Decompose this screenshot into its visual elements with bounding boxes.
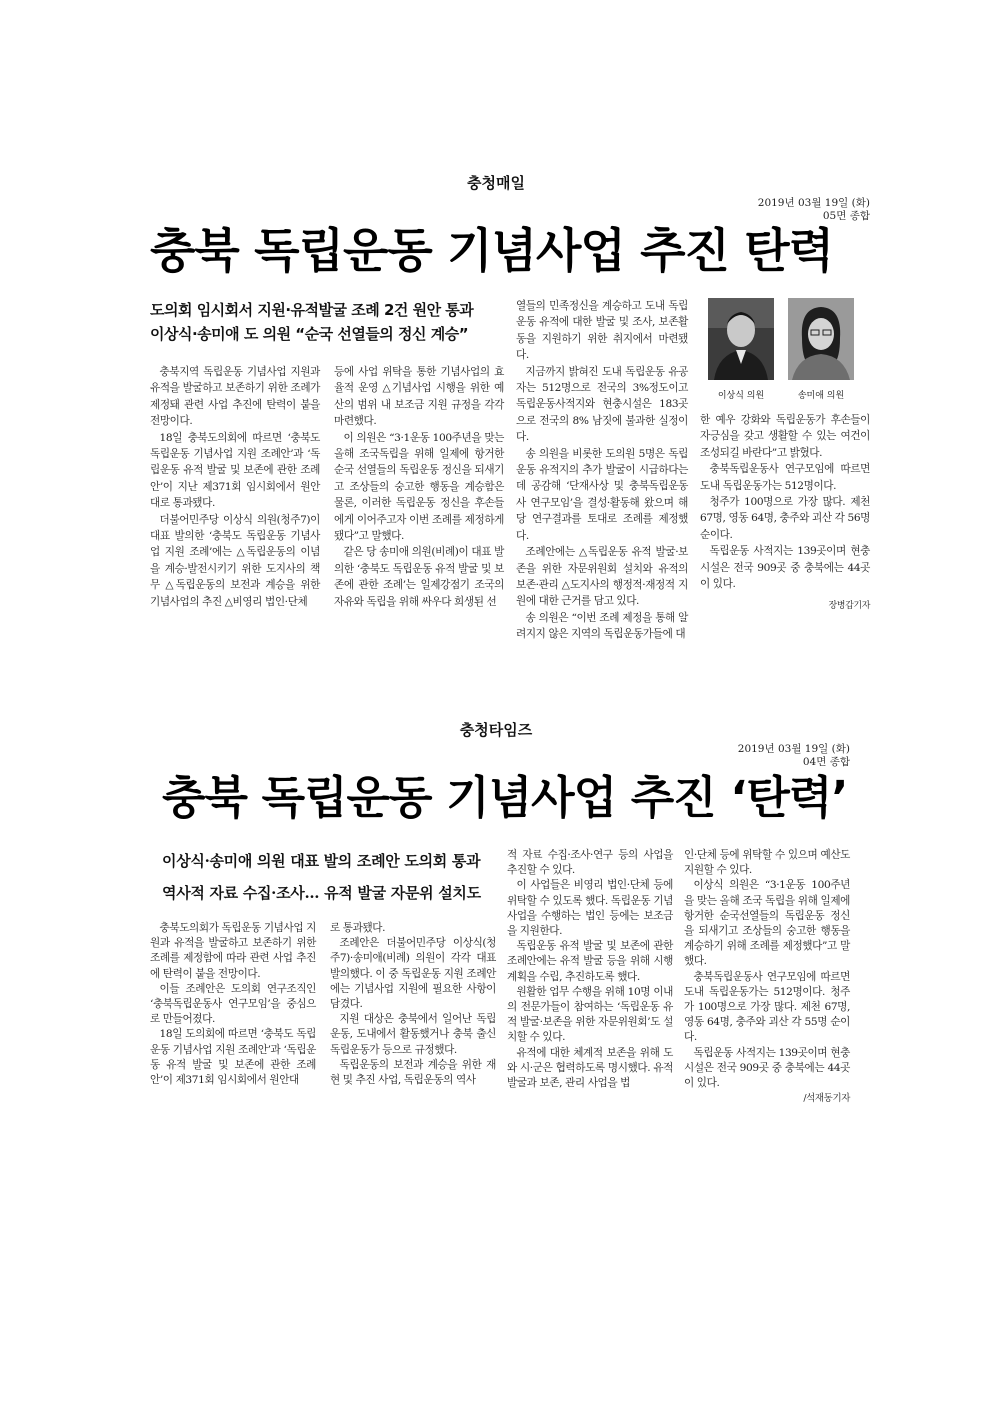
subheadline-1: 도의회 임시회서 지원·유적발굴 조례 2건 원안 통과 (150, 301, 474, 319)
body-column-1 (150, 364, 320, 610)
paragraph: 충북도의회가 독립운동 기념사업 지원과 유적을 발굴하고 보존하기 위한 조례를 제정함에 따라 관련 사업 추진에 탄력이 붙을 전망이다. (150, 922, 316, 980)
paragraph: 유적에 대한 체계적 보존을 위해 도와 시·군은 협력하도록 명시했다. 유적 발굴과 보존, 관리 사업을 법 (507, 1046, 673, 1090)
subheadline-2: 이상식·송미애 도 의원 “순국 선열들의 정신 계승” (150, 325, 469, 343)
paragraph: 18일 도의회에 따르면 ‘충북도 독립운동 기념사업 지원 조례안’과 ‘독립운동 유적 발굴 및 보존에 관한 조례안’이 제371회 임시회에서 원안대 (150, 1028, 316, 1087)
paragraph: 충북지역 독립운동 기념사업 지원과 유적을 발굴하고 보존하기 위한 조례가 제정돼 관련 사업 추진에 탄력이 붙을 전망이다. (150, 366, 320, 428)
subheadline-2: 역사적 자료 수집·조사… 유적 발굴 자문위 설치도 (162, 884, 481, 902)
body-column-4 (700, 412, 870, 615)
paragraph: 적 자료 수집·조사·연구 등의 사업을 추진할 수 있다. (507, 849, 673, 877)
paragraph: 18일 충북도의회에 따르면 ‘충북도 독립운동 기념사업 지원 조례안’과 ‘독립운동 유적 발굴 및 보존에 관한 조례안’이 지난 제371회 임시회에서 원안대로 통과됐다. (150, 431, 320, 510)
paragraph: 독립운동 사적지는 139곳이며 현충시설은 전국 909곳 중 충북에는 44곳이 있다. (700, 545, 870, 591)
paragraph: 송 의원은 “이번 조례 제정을 통해 알려지지 않은 지역의 독립운동가들에 대 (516, 611, 688, 641)
page-section: 04면 종합 (802, 756, 850, 768)
paragraph: 열들의 민족정신을 계승하고 도내 독립운동 유적에 대한 발굴 및 조사, 보존활동을 지원하기 위한 취지에서 마련됐다. (516, 300, 688, 362)
publish-date: 2019년 03월 19일 (화) (757, 197, 870, 209)
paragraph: 이 사업들은 비영리 법인·단체 등에 위탁할 수 있도록 했다. 독립운동 기념사업을 수행하는 법인 등에는 보조금을 지원한다. (507, 879, 673, 938)
body-column-3 (516, 298, 688, 643)
dateline (680, 743, 850, 769)
body-column-4 (684, 848, 850, 1106)
photo-caption-lee: 이상식 의원 (717, 391, 765, 401)
portrait-photo-lee (708, 298, 774, 380)
paragraph: 로 통과됐다. (330, 922, 386, 934)
paragraph: 이들 조례안은 도의회 연구조직인 ‘충북독립운동사 연구모임’을 중심으로 만들어졌다. (150, 982, 316, 1026)
paragraph: 독립운동 사적지는 139곳이며 현충 시설은 전국 909곳 중 충북에는 44곳이 있다. (684, 1046, 850, 1090)
paragraph: 조례안에는 △독립운동 유적 발굴·보존을 위한 자문위원회 설치와 유적의 보존·관리 △도지사의 행정적·재정적 지원에 대한 근거를 담고 있다. (516, 546, 688, 608)
body-column-3 (507, 848, 673, 1091)
paragraph: 독립운동 유적 발굴 및 보존에 관한 조례안에는 유적 발굴 등을 위해 시행계획을 수립, 추진하도록 했다. (507, 940, 673, 983)
reporter-byline: 장병갑기자 (828, 601, 870, 612)
reporter-byline: /석재동기자 (803, 1093, 850, 1105)
photo-caption-song: 송미애 의원 (797, 391, 845, 401)
paragraph: 송 의원을 비롯한 도의원 5명은 독립운동 유적지의 추가 발굴이 시급하다는 데 공감해 ‘단재사상 및 충북독립운동사 연구모임’을 결성·활동해 왔으며 해당 연구결과를 토대로 조례를 제정했다. (516, 447, 688, 542)
paragraph: 이 의원은 “3·1운동 100주년을 맞는 올해 조국독립을 위해 일제에 항거한 순국 선열들의 독립운동 정신을 되새기고 조상들의 숭고한 행동을 계승함은 물론, 이러한 독립운동 정신을 후손들에게 이어주고자 이번 조례를 제정하게 됐다”고 말했다. (334, 431, 504, 543)
paragraph: 더불어민주당 이상식 의원(청주7)이 대표 발의한 ‘충북도 독립운동 기념사업 지원 조례’에는 △독립운동의 이념을 계승·발전시키기 위한 도지사의 책무 △독립운동의 보전과 계승을 위한 기념사업의 추진 △비영리 법인·단체 (150, 513, 320, 608)
body-column-1 (150, 921, 316, 1088)
paragraph: 충북독립운동사 연구모임에 따르면 도내 독립운동가는 512명이다. (700, 463, 870, 492)
dateline (700, 197, 870, 223)
paragraph: 조례안은 더불어민주당 이상식(청주7)·송미애(비례) 의원이 각각 대표 발의했다. 이 중 독립운동 지원 조례안에는 기념사업 지원에 필요한 사항이 담겼다. (330, 937, 496, 1011)
headline: 충북 독립운동 기념사업 추진 ‘탄력’ (162, 771, 848, 824)
newspaper-name: 충청매일 (467, 174, 525, 192)
body-column-2 (334, 364, 504, 610)
paragraph: 지원 대상은 충북에서 일어난 독립운동, 도내에서 활동했거나 충북 출신 독립운동가 등으로 규정했다. (330, 1013, 496, 1056)
publish-date: 2019년 03월 19일 (화) (737, 743, 850, 755)
paragraph: 독립운동의 보전과 계승을 위한 재현 및 추진 사업, 독립운동의 역사 (330, 1058, 496, 1087)
portrait-photo-song (788, 298, 854, 380)
subheadline-1: 이상식·송미애 의원 대표 발의 조례안 도의회 통과 (162, 852, 481, 870)
paragraph: 지금까지 밝혀진 도내 독립운동 유공자는 512명으로 전국의 3%정도이고 독립운동사적지와 현충시설은 183곳으로 전국의 8% 남짓에 불과한 실정이다. (516, 365, 688, 444)
newspaper-name: 충청타임즈 (459, 721, 533, 739)
paragraph: 충북독립운동사 연구모임에 따르면 도내 독립운동가는 512명이다. 청주가 100명으로 가장 많다. 제천 67명, 영동 64명, 충주와 괴산 각 55명 순이다. (684, 970, 850, 1044)
paragraph: 인·단체 등에 위탁할 수 있으며 예산도 지원할 수 있다. (684, 849, 850, 877)
paragraph: 한 예우 강화와 독립운동가 후손들이 자긍심을 갖고 생활할 수 있는 여건이 조성되길 바란다”고 밝혔다. (700, 414, 870, 459)
body-column-2 (330, 921, 496, 1088)
paragraph: 같은 당 송미애 의원(비례)이 대표 발의한 ‘충북도 독립운동 유적 발굴 및 보존에 관한 조례’는 일제강점기 조국의 자유와 독립을 위해 싸우다 희생된 선 (334, 546, 504, 608)
page-section: 05면 종합 (822, 210, 870, 222)
paragraph: 청주가 100명으로 가장 많다. 제천 67명, 영동 64명, 충주와 괴산 각 56명 순이다. (700, 496, 870, 541)
paragraph: 이상식 의원은 “3·1운동 100주년을 맞는 올해 조국 독립을 위해 일제에 항거한 순국선열들의 독립운동 정신을 되새기고 조상들의 숭고한 행동을 계승하기 위해 조례를 제정했다”고 말했다. (684, 879, 850, 968)
headline: 충북 독립운동 기념사업 추진 탄력 (150, 224, 834, 279)
paragraph: 등에 사업 위탁을 통한 기념사업의 효율적 운영 △기념사업 시행을 위한 예산의 범위 내 보조금 지원 규정을 각각 마련했다. (334, 366, 504, 428)
paragraph: 원활한 업무 수행을 위해 10명 이내의 전문가들이 참여하는 ‘독립운동 유적 발굴·보존을 위한 자문위원회’도 설치할 수 있다. (507, 985, 673, 1044)
